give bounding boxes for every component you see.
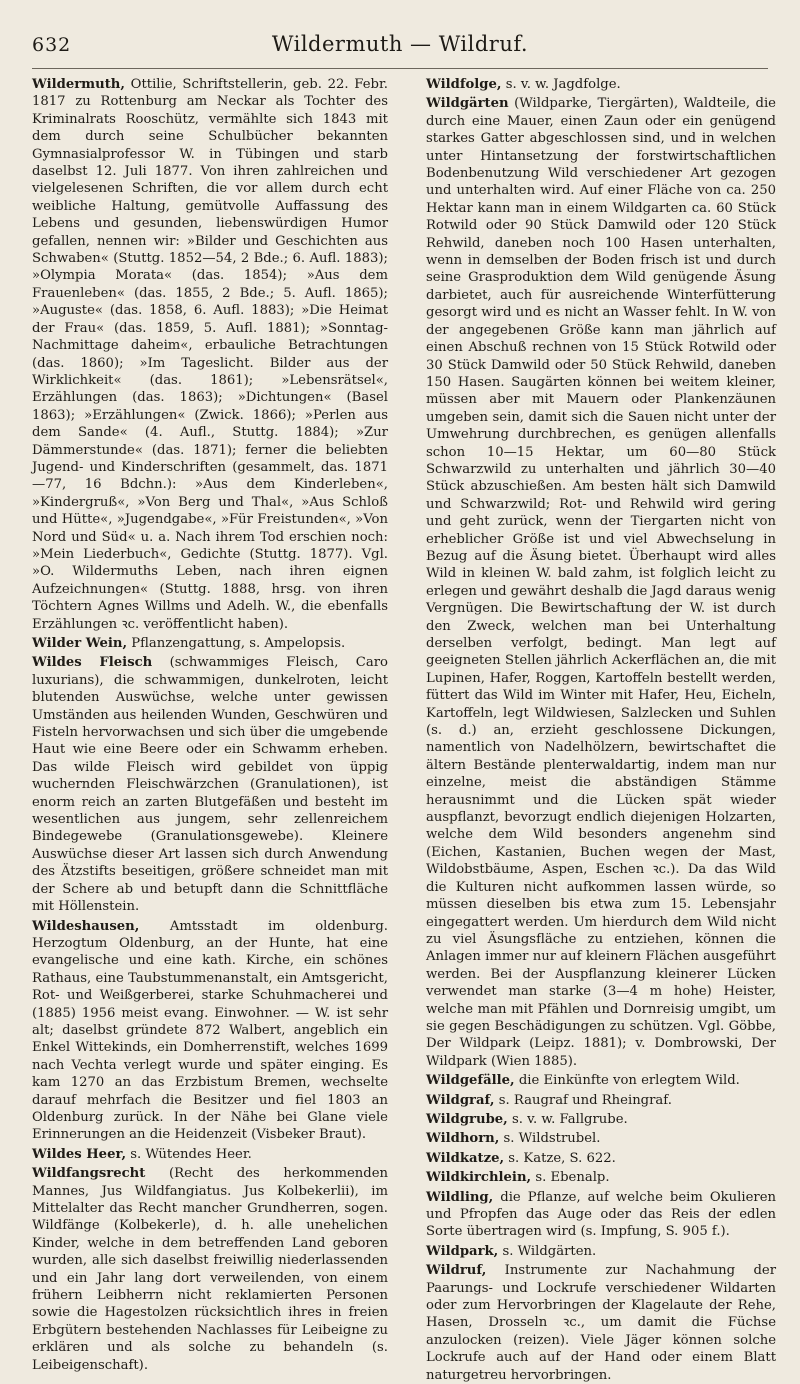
entry-headword: Wildkatze, (426, 1150, 505, 1166)
entry-headword: Wilder Wein, (32, 636, 128, 651)
entry-wildes-heer (32, 1146, 388, 1163)
entry-headword: Wildpark, (426, 1243, 499, 1259)
entry-text: s. Ebenalp. (531, 1170, 610, 1186)
entry-text: die Pflanze, auf welche beim Okulieren und Pfropfen das Auge oder das Reis der edlen Sorte übertragen wird (s. Impfung, S. 905 f.). (426, 1189, 776, 1240)
entry-wildfangsrecht (32, 1165, 388, 1374)
entry-wildgaerten (426, 95, 776, 1070)
entry-text: s. Wildgärten. (498, 1243, 597, 1259)
entry-wildfolge (426, 76, 776, 93)
running-title: Wildermuth — Wildruf. (271, 32, 529, 56)
page-number: 632 (32, 34, 72, 56)
entry-headword: Wildhorn, (426, 1131, 500, 1147)
entry-headword: Wildes Heer, (32, 1146, 127, 1162)
entry-headword: Wildfolge, (426, 77, 502, 92)
entry-headword: Wildling, (426, 1189, 494, 1205)
entry-wildgrube (426, 1111, 776, 1128)
entry-headword: Wildgraf, (426, 1092, 495, 1108)
entry-text: (Recht des herkommenden Mannes, Jus Wildfangiatus. Jus Kolbekerlii), im Mittelalter das Recht mancher Grundherren, sogen. Wildfänge (Kolbekerle), d. h. alle unehelichen Kinder, welche in dem betreffenden Land geboren wurden, alle sich daselbst freiwillig niederlassenden und ein Jahr lang dort verweilenden, von einem frühern Leibherrn nicht reklamierten Personen sowie die Hagestolzen rücksichtlich ihres in freien Erbgütern bestehenden Nachlasses für Leibeigne zu erklären und als solche zu behandeln (s. Leibeigenschaft). (32, 1166, 388, 1373)
entry-wildkirchlein (426, 1169, 776, 1186)
entry-wildermuth (32, 76, 388, 633)
entry-text: s. v. w. Fallgrube. (507, 1111, 628, 1127)
entry-wildhorn (426, 1130, 776, 1147)
entry-wildeshausen (32, 918, 388, 1144)
entry-headword: Wildgärten (426, 96, 509, 112)
entry-text: s. v. w. Jagdfolge. (501, 77, 621, 92)
right-column (426, 76, 776, 1383)
entry-headword: Wildfangsrecht (32, 1166, 146, 1182)
entry-text: Amtsstadt im oldenburg. Herzogtum Oldenburg, an der Hunte, hat eine evangelische und eine kath. Kirche, ein schönes Rathaus, eine Taubstummenanstalt, ein Amtsgericht, Rot- und Weißgerberei, starke Schuhmacherei und (1885) 1956 meist evang. Einwohner. — W. ist sehr alt; daselbst gründete 872 Walbert, angeblich ein Enkel Wittekinds, ein Domherrenstift, welches 1699 nach Vechta verlegt wurde und später einging. Es kam 1270 an das Erzbistum Bremen, wechselte darauf mehrfach die Besitzer und fiel 1803 an Oldenburg zurück. In der Nähe bei Glane viele Erinnerungen an die Heidenzeit (Visbeker Braut). (32, 918, 388, 1143)
entry-text: Instrumente zur Nachahmung der Paarungs- und Lockrufe verschiedener Wildarten oder zum Hervorbringen der Klagelaute der Rehe, Hasen, Drosseln ꝛc., um damit die Füchse anzulocken (reizen). Viele Jäger können solche Lockrufe auch auf der Hand oder einem Blatt naturgetreu hervorbringen. (426, 1263, 776, 1383)
entry-headword: Wildes Fleisch (32, 655, 153, 671)
entry-wilder-wein (32, 635, 388, 652)
entry-text: Ottilie, Schriftstellerin, geb. 22. Febr. 1817 zu Rottenburg am Neckar als Tochter des Kriminalrats Rooschütz, vermählte sich 1843 mit dem durch seine Schulbücher bekannten Gymnasialprofessor W. in Tübingen und starb daselbst 12. Juli 1877. Von ihren zahlreichen und vielgelesenen Schriften, die vor allem durch echt weibliche Haltung, gemütvolle Auffassung des Lebens und gesunden, liebenswürdigen Humor gefallen, nennen wir: »Bilder und Geschichten aus Schwaben« (Stuttg. 1852—54, 2 Bde.; 6. Aufl. 1883); »Olympia Morata« (das. 1854); »Aus dem Frauenleben« (das. 1855, 2 Bde.; 5. Aufl. 1865); »Auguste« (das. 1858, 6. Aufl. 1883); »Die Heimat der Frau« (das. 1859, 5. Aufl. 1881); »Sonntag-Nachmittage daheim«, erbauliche Betrachtungen (das. 1860); »Im Tageslicht. Bilder aus der Wirklichkeit« (das. 1861); »Lebensrätsel«, Erzählungen (das. 1863); »Dichtungen« (Basel 1863); »Erzählungen« (Zwick. 1866); »Perlen aus dem Sande« (4. Aufl., Stuttg. 1884); »Zur Dämmerstunde« (das. 1871); ferner die beliebten Jugend- und Kinderschriften (gesammelt, das. 1871—77, 16 Bdchn.): »Aus dem Kinderleben«, »Kindergruß«, »Von Berg und Thal«, »Aus Schloß und Hütte«, »Jugendgabe«, »Für Freistunden«, »Von Nord und Süd« u. a. Nach ihrem Tod erschien noch: »Mein Liederbuch«, Gedichte (Stuttg. 1877). Vgl. »O. Wildermuths Leben, nach ihren eignen Aufzeichnungen« (Stuttg. 1888, hrsg. von ihren Töchtern Agnes Willms und Adelh. W., die ebenfalls Erzählungen ꝛc. veröffentlicht haben). (32, 77, 388, 632)
header-rule (32, 68, 768, 69)
entry-text: s. Wütendes Heer. (126, 1146, 252, 1162)
entry-headword: Wildkirchlein, (426, 1170, 532, 1186)
entry-text: s. Katze, S. 622. (504, 1150, 616, 1166)
entry-headword: Wildermuth, (32, 77, 125, 92)
entry-wildes-fleisch (32, 654, 388, 915)
entry-text: s. Wildstrubel. (499, 1131, 601, 1147)
entry-headword: Wildgrube, (426, 1111, 508, 1127)
entry-headword: Wildgefälle, (426, 1073, 515, 1089)
entry-text: (schwammiges Fleisch, Caro luxurians), die schwammigen, dunkelroten, leicht blutenden Auswüchse, welche unter gewissen Umständen aus heilenden Wunden, Geschwüren und Fisteln hervorwachsen und sich über die umgebende Haut wie eine Beere oder ein Schwamm erheben. Das wilde Fleisch wird gebildet von üppig wuchernden Fleischwärzchen (Granulationen), ist enorm reich an zarten Blutgefäßen und besteht im wesentlichen aus jungem, sehr zellenreichem Bindegewebe (Granulationsgewebe). Kleinere Auswüchse dieser Art lassen sich durch Anwendung des Ätzstifts beseitigen, größere schneidet man mit der Schere ab und betupft dann die Schnittfläche mit Höllenstein. (32, 655, 388, 915)
entry-wildpark (426, 1243, 776, 1260)
entry-text: (Wildparke, Tiergärten), Waldteile, die durch eine Mauer, einen Zaun oder ein genügend starkes Gatter abgeschlossen sind, und in welchen unter Hintansetzung der forstwirtschaftlichen Bodenbenutzung Wild verschiedener Art gezogen und unterhalten wird. Auf einer Fläche von ca. 250 Hektar kann man in einem Wildgarten ca. 60 Stück Rotwild oder 90 Stück Damwild oder 120 Stück Rehwild, daneben noch 100 Hasen unterhalten, wenn in demselben der Boden frisch ist und durch seine Grasproduktion dem Wild genügende Äsung darbietet, auch für ausreichende Winterfütterung gesorgt wird und es nicht an Wasser fehlt. In W. von der angegebenen Größe kann man jährlich auf einen Abschuß rechnen von 15 Stück Rotwild oder 30 Stück Damwild oder 50 Stück Rehwild, daneben 150 Hasen. Saugärten können bei weitem kleiner, müssen aber mit Mauern oder Plankenzäunen umgeben sein, damit sich die Sauen nicht unter der Umwehrung durchbrechen, es genügen allenfalls schon 10—15 Hektar, um 60—80 Stück Schwarzwild zu unterhalten und jährlich 30—40 Stück abzuschießen. Am besten hält sich Damwild und Schwarzwild; Rot- und Rehwild wird gering und geht zurück, wenn der Tiergarten nicht von erheblicher Größe ist und viel Abwechselung in Bezug auf die Äsung bietet. Überhaupt wird alles Wild in kleinen W. bald zahm, ist folglich leicht zu erlegen und gewährt deshalb die Jagd daraus wenig Vergnügen. Die Bewirtschaftung der W. ist durch den Zweck, welchen man bei Unterhaltung derselben verfolgt, bedingt. Man legt auf geeigneten Stellen jährlich Ackerflächen an, die mit Lupinen, Hafer, Roggen, Kartoffeln bestellt werden, füttert das Wild im Winter mit Hafer, Heu, Eicheln, Kartoffeln, legt Wildwiesen, Salzlecken und Suhlen (s. d.) an, erzieht geschlossene Dickungen, namentlich von Nadelhölzern, bewirtschaftet die ältern Bestände plenterwaldartig, indem man nur einzelne, meist die abständigen Stämme herausnimmt und die Lücken spät wieder auspflanzt, bevorzugt endlich diejenigen Holzarten, welche dem Wild besonders angenehm sind (Eichen, Kastanien, Buchen wegen der Mast, Wildobstbäume, Aspen, Eschen ꝛc.). Da das Wild die Kulturen nicht aufkommen lassen würde, so müssen dieselben bis etwa zum 15. Lebensjahr eingegattert werden. Um hierdurch dem Wild nicht zu viel Äsungsfläche zu entziehen, können die Anlagen immer nur auf kleinern Flächen ausgeführt werden. Bei der Auspflanzung kleinerer Lücken verwendet man starke (3—4 m hohe) Heister, welche man mit Pfählen und Dornreisig umgibt, um sie gegen Beschädigungen zu schützen. Vgl. Göbbe, Der Wildpark (Leipz. 1881); v. Dombrowski, Der Wildpark (Wien 1885). (426, 96, 776, 1069)
entry-wildkatze (426, 1150, 776, 1167)
entry-wildruf (426, 1262, 776, 1384)
entry-headword: Wildruf, (426, 1263, 487, 1279)
entry-text: die Einkünfte von erlegtem Wild. (514, 1073, 740, 1089)
entry-text: s. Raugraf und Rheingraf. (494, 1092, 672, 1108)
left-column (32, 76, 388, 1373)
entry-text: Pflanzengattung, s. Ampelopsis. (127, 636, 346, 651)
entry-wildgraf (426, 1092, 776, 1109)
entry-wildgefaelle (426, 1072, 776, 1089)
entry-wildling (426, 1189, 776, 1241)
entry-headword: Wildeshausen, (32, 918, 140, 934)
running-head (32, 30, 768, 60)
